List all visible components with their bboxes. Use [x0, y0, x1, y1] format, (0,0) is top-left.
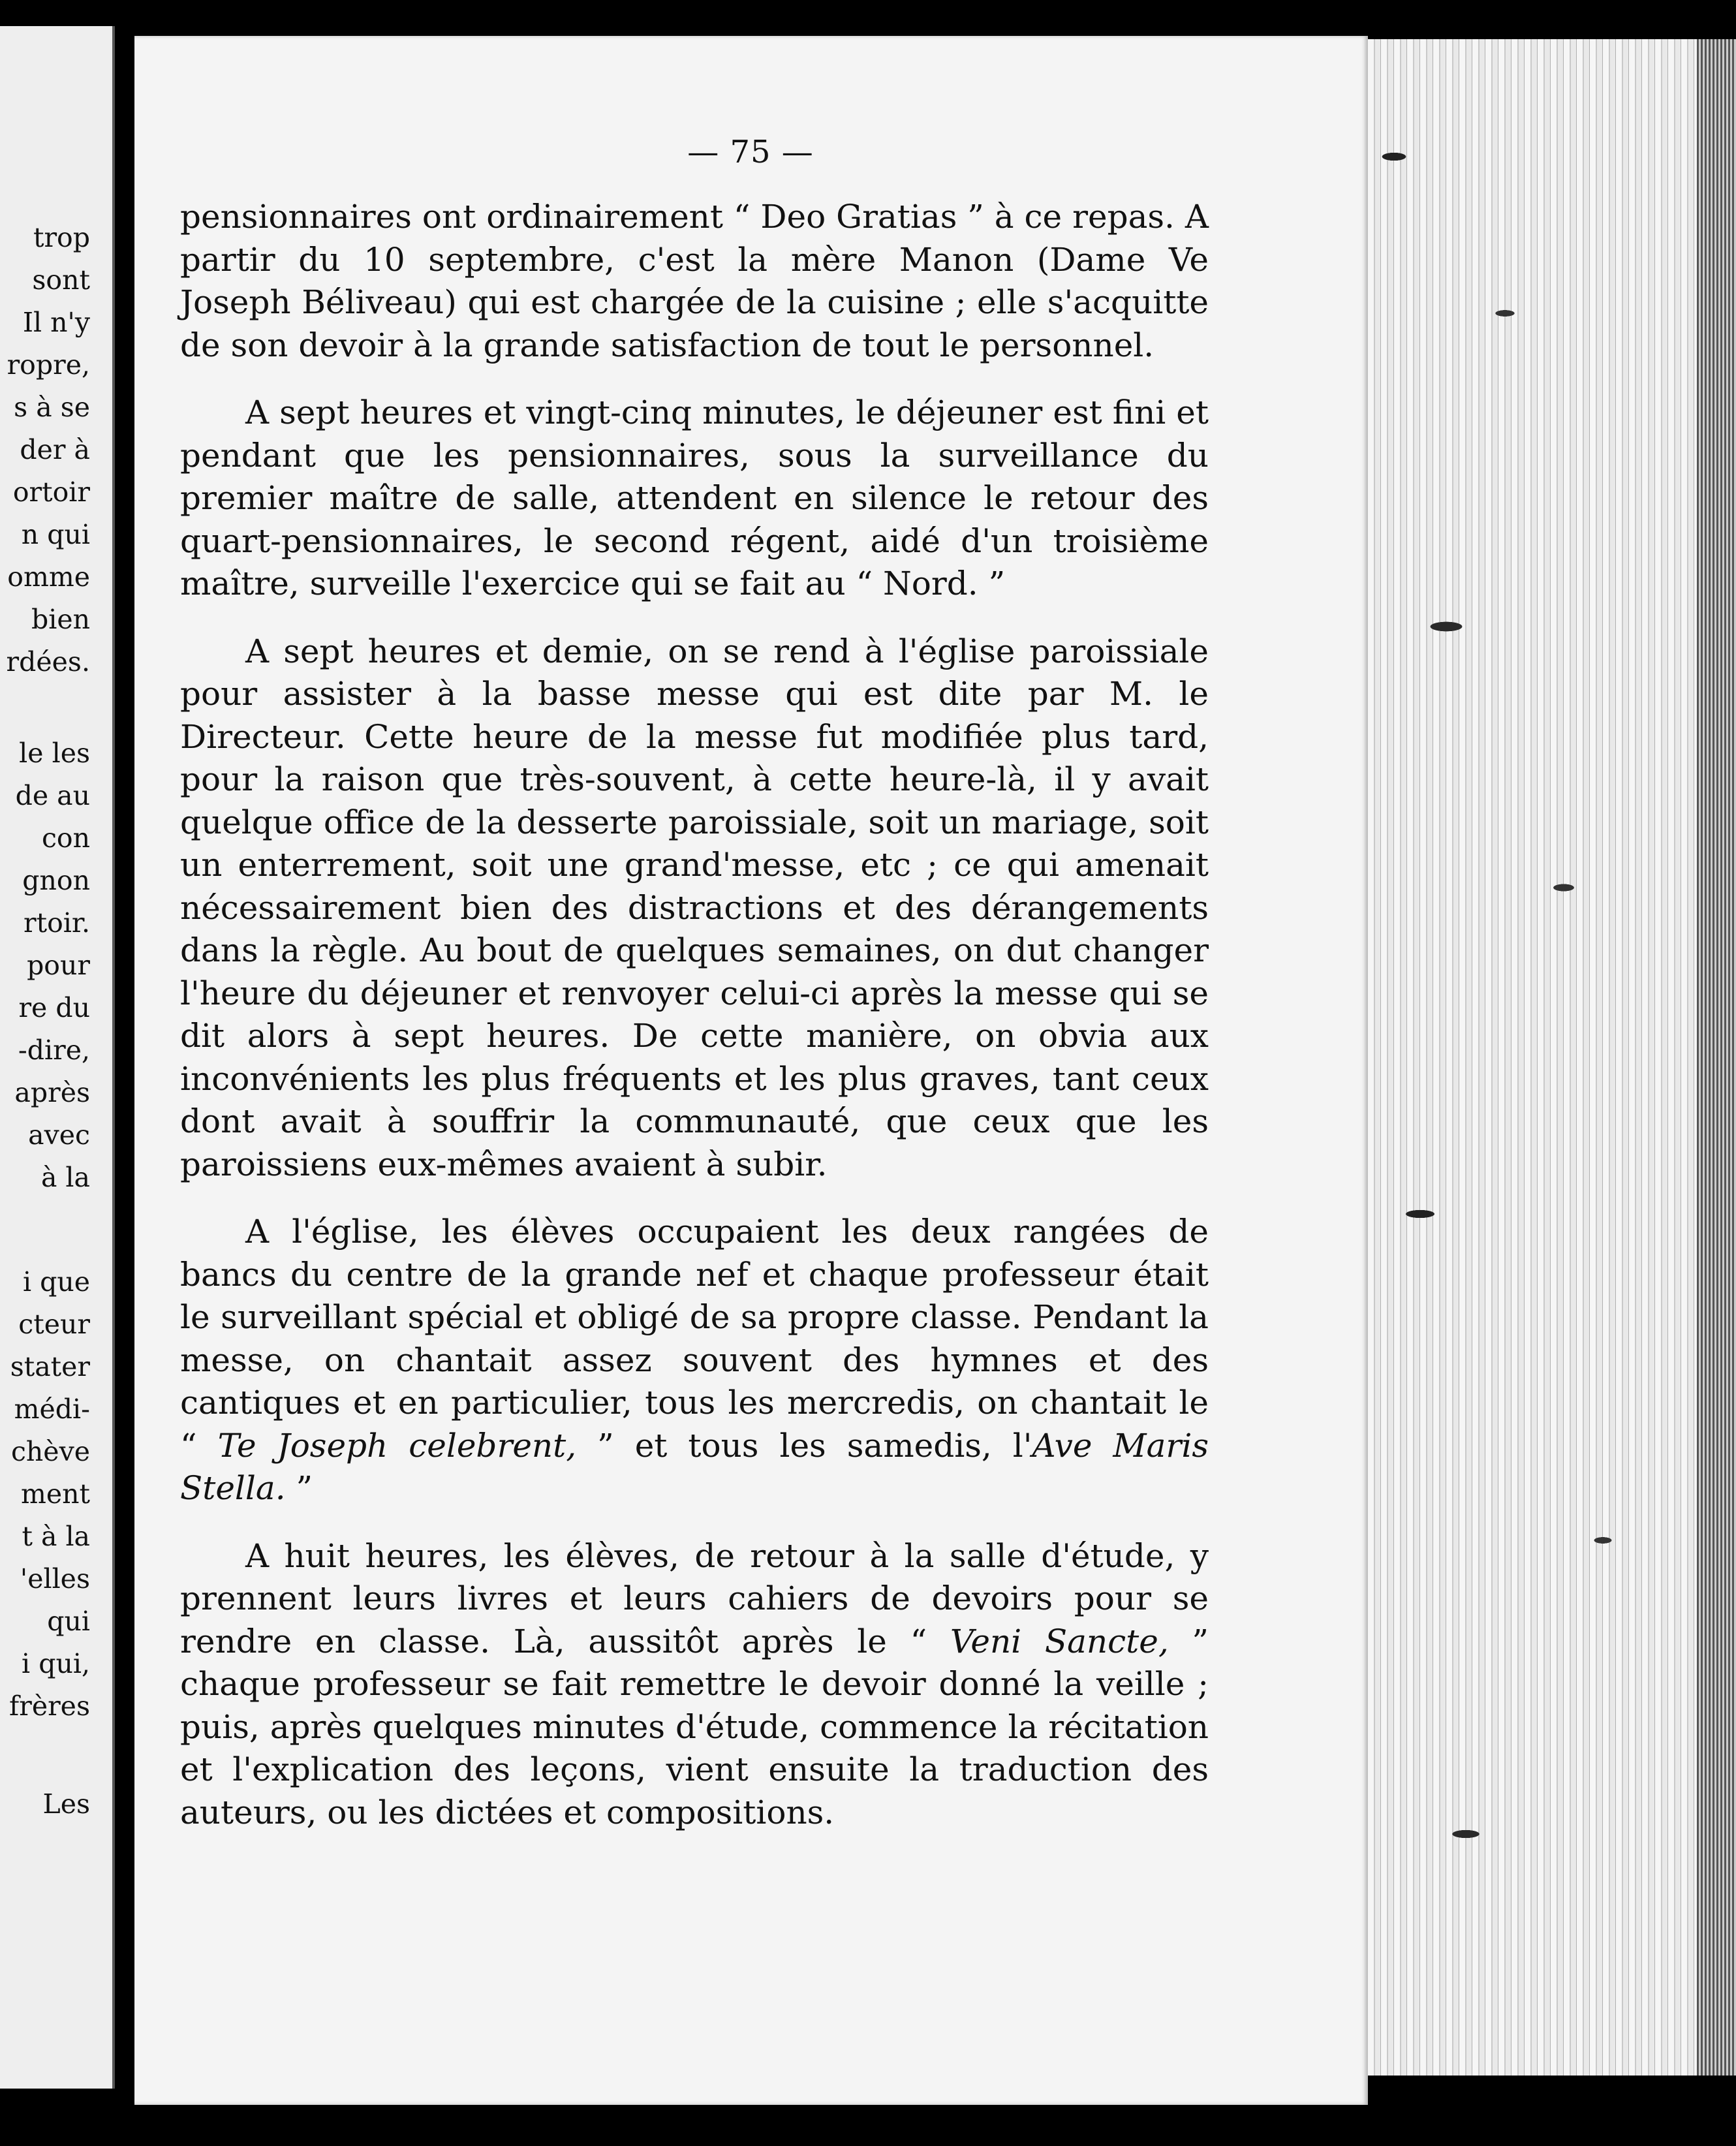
- left-line: ortoir: [12, 476, 90, 508]
- hymn-title: Veni Sancte,: [950, 1622, 1169, 1660]
- left-line: stater: [10, 1351, 90, 1382]
- left-line: Il n'y: [22, 307, 90, 338]
- paragraph: [180, 1211, 1209, 1510]
- left-line: t à la: [22, 1521, 90, 1552]
- text-run: A huit heures, les élèves, de retour à la salle d'étude, y prennent leurs livres et leurs cahiers de devoirs pour se rendre en classe. Là, aussitôt après le “: [180, 1536, 1209, 1660]
- paragraph: pensionnaires ont ordinairement “ Deo Gratias ” à ce repas. A partir du 10 septembre, c'est la mère Manon (Dame Ve Joseph Béliveau) qui est chargée de la cuisine ; elle s'acquitte de son devoir à la grande satisfaction de tout le personnel.: [180, 198, 1209, 364]
- left-line: chève: [10, 1436, 90, 1467]
- text-run: ” chaque professeur se fait remettre le devoir donné la veille ; puis, après quelques minutes d'étude, commence la récitation et l'explication des leçons, vient ensuite la traduction des auteurs, ou les dictées et compositions.: [180, 1622, 1209, 1831]
- left-line: Les: [42, 1788, 90, 1820]
- left-line: trop: [33, 222, 90, 253]
- text-run: ”: [285, 1469, 313, 1507]
- page-number: — 75 —: [687, 134, 814, 170]
- left-line: le les: [19, 738, 90, 769]
- text-run: A l'église, les élèves occupaient les deux rangées de bancs du centre de la grande nef et chaque professeur était le surveillant spécial et obligé de sa propre classe. Pendant la messe, on chantait assez souvent des hymnes et des cantiques et en particulier, tous les mercredis, on chantait le “: [180, 1213, 1209, 1465]
- left-line: i que: [22, 1266, 90, 1298]
- paragraph: A sept heures et vingt-cinq minutes, le déjeuner est fini et pendant que les pensionnaires, sous la surveillance du premier maître de salle, attendent en silence le retour des quart-pensionnaires, le second régent, aidé d'un troisième maître, surveille l'exercice qui se fait au “ Nord. ”: [180, 394, 1209, 602]
- page-edge-shadow: [1697, 39, 1736, 2076]
- left-line: omme: [7, 561, 90, 593]
- body-text: [180, 196, 1209, 1859]
- left-line: à la: [40, 1162, 90, 1193]
- left-line: ropre,: [7, 349, 90, 381]
- page-edge-stack: [1368, 39, 1736, 2076]
- left-line: sont: [32, 264, 90, 296]
- paragraph: [180, 1535, 1209, 1835]
- left-line: après: [14, 1077, 90, 1108]
- left-line: de au: [15, 780, 90, 811]
- left-line: rdées.: [6, 646, 90, 677]
- paragraph: A sept heures et demie, on se rend à l'église paroissiale pour assister à la basse messe qui est dite par M. le Directeur. Cette heure de la messe fut modifiée plus tard, pour la raison que très-souvent, à cette heure-là, il y avait quelque office de la desserte paroissiale, soit un mariage, soit un enterrement, soit une grand'messe, etc ; ce qui amenait nécessairement bien des distractions et des dérangements dans la règle. Au bout de quelques semaines, on dut changer l'heure du déjeuner et renvoyer celui-ci après la messe qui se dit alors à sept heures. De cette manière, on obvia aux inconvénients les plus fréquents et les plus graves, tant ceux dont avait à souffrir la communauté, que ceux que les paroissiens eux-mêmes avaient à subir.: [180, 632, 1209, 1183]
- hymn-title: Ave Maris Stella.: [180, 1426, 1209, 1507]
- text-run: ” et tous les samedis, l': [576, 1426, 1032, 1465]
- left-line: pour: [27, 950, 90, 981]
- left-line: con: [41, 822, 90, 854]
- left-line: der à: [20, 434, 90, 465]
- left-line: i qui,: [22, 1648, 90, 1679]
- left-line: s à se: [14, 392, 90, 423]
- left-page-fragment: [0, 26, 115, 2089]
- left-line: n qui: [21, 519, 90, 550]
- left-line: 'elles: [20, 1563, 90, 1594]
- left-line: bien: [31, 604, 90, 635]
- hymn-title: Te Joseph celebrent,: [217, 1426, 577, 1465]
- left-line: re du: [18, 992, 90, 1023]
- left-line: gnon: [22, 865, 90, 896]
- left-line: cteur: [18, 1309, 90, 1340]
- left-line: rtoir.: [23, 907, 90, 939]
- left-line: frères: [9, 1690, 90, 1722]
- left-line: -dire,: [18, 1034, 90, 1066]
- left-line: avec: [28, 1119, 90, 1151]
- left-line: médi-: [14, 1393, 90, 1425]
- left-line: qui: [47, 1606, 90, 1637]
- left-line: ment: [20, 1478, 90, 1510]
